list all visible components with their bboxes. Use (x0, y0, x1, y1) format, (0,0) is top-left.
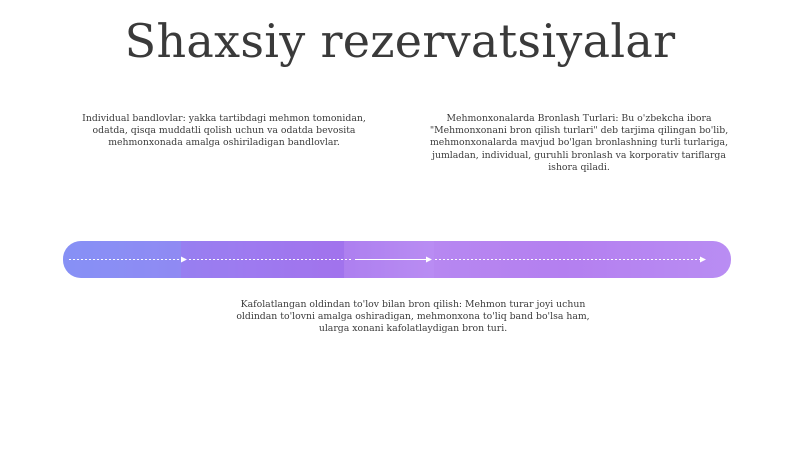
arrow-head-2 (426, 257, 432, 263)
text-block-booking-types: Mehmonxonalarda Bronlash Turlari: Bu o'zbekcha ibora "Mehmonxonani bron qilish turlari" deb tarjima qilingan bo'lib, mehmonxonalarda mavjud bo'lgan bronlashning turli turlariga, jumladan, individual, guruhli bronlash va korporativ tariflarga ishora qiladi. (429, 113, 729, 173)
timeline-bar (63, 241, 731, 278)
timeline-arrows (63, 241, 731, 278)
text-block-individual: Individual bandlovlar: yakka tartibdagi mehmon tomonidan, odatda, qisqa muddatli qolish uchun va odatda bevosita mehmonxonada amalga oshiriladigan bandlovlar. (82, 113, 366, 149)
text-block-guaranteed: Kafolatlangan oldindan to'lov bilan bron qilish: Mehmon turar joyi uchun oldindan to'lovni amalga oshiradigan, mehmonxona to'liq band bo'lsa ham, ularga xonani kafolatlaydigan bron turi. (236, 299, 590, 335)
arrow-head-3 (700, 257, 706, 263)
slide-title: Shaxsiy rezervatsiyalar (124, 14, 676, 68)
arrow-head-1 (181, 257, 187, 263)
